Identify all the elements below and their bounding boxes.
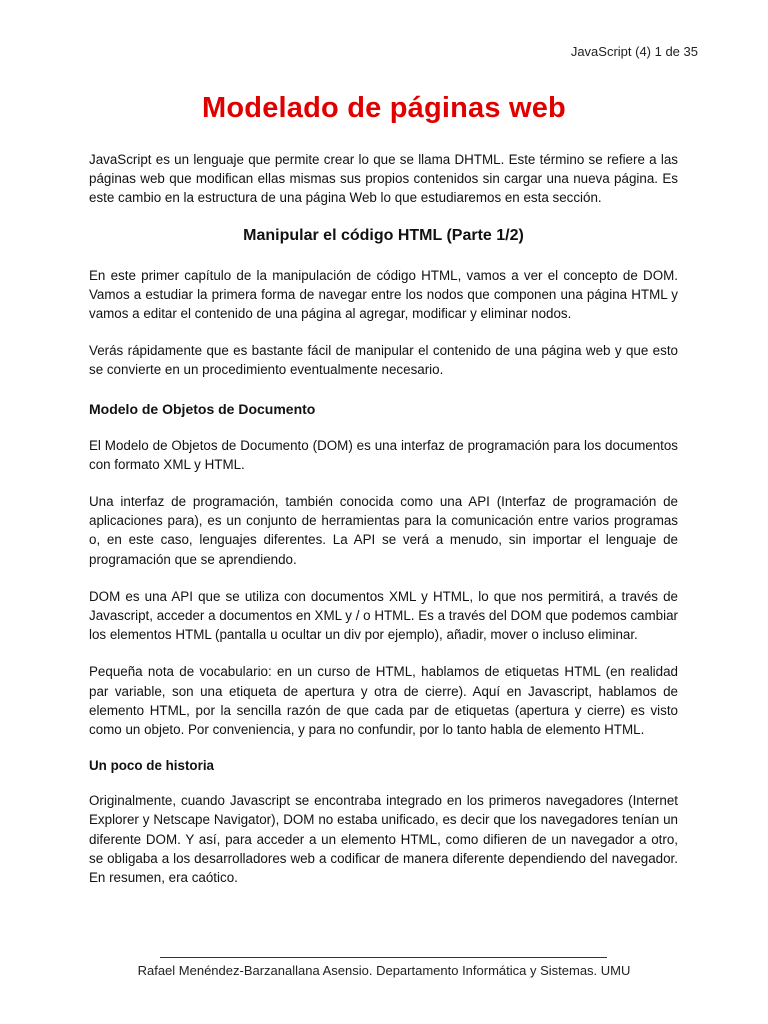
page-number-header: JavaScript (4) 1 de 35 — [570, 44, 698, 59]
page-footer: Rafael Menéndez-Barzanallana Asensio. Departamento Informática y Sistemas. UMU — [137, 963, 631, 978]
document-body — [89, 150, 678, 887]
section-subtitle: Manipular el código HTML (Parte 1/2) — [243, 226, 524, 244]
section-heading-dom: Modelo de Objetos de Documento — [89, 400, 316, 417]
paragraph-dom-intro: En este primer capítulo de la manipulación de código HTML, vamos a ver el concepto de DOM. Vamos a estudiar la primera forma de navegar entre los nodos que componen una página HTML y vamos a editar el contenido de una página al agregar, modificar y eliminar nodos. — [89, 267, 678, 322]
paragraph-easy-manipulation: Verás rápidamente que es bastante fácil de manipular el contenido de una página web y que esto se convierte en un procedimiento eventualmente necesario. — [89, 343, 678, 378]
intro-paragraph: JavaScript es un lenguaje que permite crear lo que se llama DHTML. Este término se refiere a las páginas web que modifican ellas mismas sus propios contenidos sin cargar una nueva página. Es este cambio en la estructura de una página Web lo que estudiaremos en esta sección. — [89, 152, 678, 206]
paragraph-vocabulary-note: Pequeña nota de vocabulario: en un curso de HTML, hablamos de etiquetas HTML (en realidad par variable, son una etiqueta de apertura y otra de cierre). Aquí en Javascript, hablamos de elemento HTML, por la sencilla razón de que cada par de etiquetas (apertura y cierre) es visto como un objeto. Por conveniencia, y para no confundir, por lo tanto habla de elemento HTML. — [89, 664, 678, 738]
paragraph-dom-api: DOM es una API que se utiliza con documentos XML y HTML, lo que nos permitirá, a través de Javascript, acceder a documentos en XML y / o HTML. Es a través del DOM que podemos cambiar los elementos HTML (pantalla u ocultar un div por ejemplo), añadir, mover o incluso eliminar. — [89, 588, 678, 643]
paragraph-dom-definition: El Modelo de Objetos de Documento (DOM) es una interfaz de programación para los documentos con formato XML y HTML. — [89, 437, 678, 472]
paragraph-api-definition: Una interfaz de programación, también conocida como una API (Interfaz de programación de aplicaciones para), es un conjunto de herramientas para la comunicación entre varios programas o, en este caso, lenguajes diferentes. La API se verá a menudo, sin importar el lenguaje de programación que se aprendiendo. — [89, 494, 678, 567]
section-heading-history: Un poco de historia — [89, 758, 214, 774]
footer-divider — [160, 957, 607, 958]
page-title: Modelado de páginas web — [202, 92, 566, 124]
paragraph-history: Originalmente, cuando Javascript se encontraba integrado en los primeros navegadores (Internet Explorer y Netscape Navigator), DOM no estaba unificado, es decir que los navegadores tenían un diferente DOM. Y así, para acceder a un elemento HTML, como difieren de un navegador a otro, se obligaba a los desarrolladores web a codificar de manera diferente dependiendo del navegador. En resumen, era caótico. — [89, 793, 678, 886]
